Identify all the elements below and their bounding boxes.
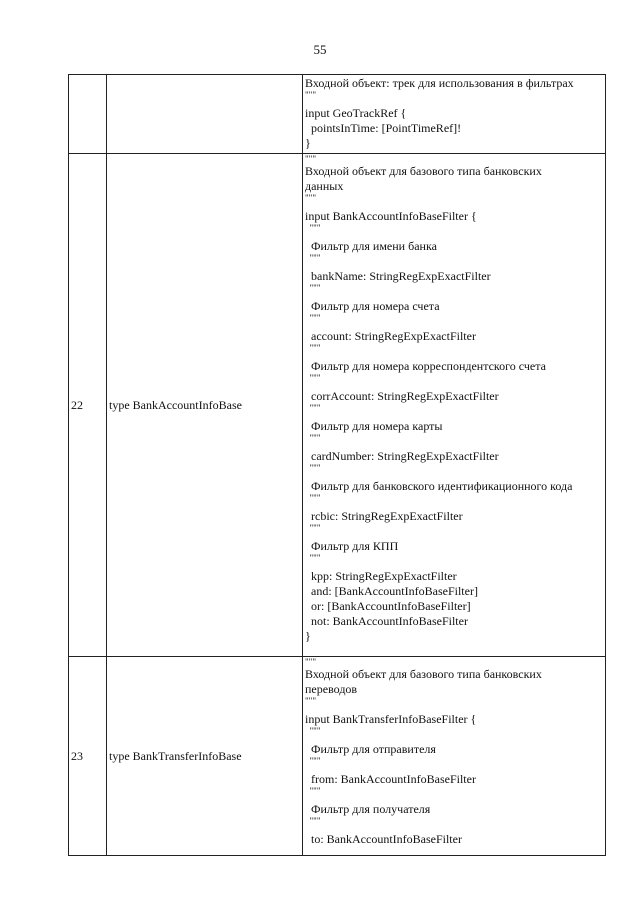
- docstring-delimiter: """: [305, 314, 321, 323]
- docstring-delimiter: """: [305, 494, 321, 503]
- code-line: Фильтр для номера карты: [305, 419, 443, 433]
- code-line: Входной объект для базового типа банковских: [305, 667, 542, 681]
- code-line: pointsInTime: [PointTimeRef]!: [305, 121, 462, 135]
- docstring-delimiter: """: [305, 464, 321, 473]
- code-line: }: [305, 629, 311, 643]
- docstring-delimiter: """: [305, 554, 321, 563]
- code-line: bankName: StringRegExpExactFilter: [305, 269, 491, 283]
- code-line: input BankTransferInfoBaseFilter {: [305, 712, 477, 726]
- code-cell: [303, 657, 606, 856]
- code-line: not: BankAccountInfoBaseFilter: [305, 614, 468, 628]
- docstring-delimiter: """: [305, 787, 321, 796]
- type-name-cell: [107, 75, 303, 154]
- docstring-delimiter: """: [305, 224, 321, 233]
- table-row: [69, 154, 606, 657]
- code-line: Фильтр для номера счета: [305, 299, 440, 313]
- type-name-cell: type BankAccountInfoBase: [107, 154, 303, 657]
- row-number-cell: 22: [69, 154, 107, 657]
- code-line: Входной объект для базового типа банковских: [305, 164, 542, 178]
- docstring-delimiter: """: [305, 155, 317, 164]
- docstring-delimiter: """: [305, 284, 321, 293]
- code-line: переводов: [305, 682, 358, 696]
- code-line: to: BankAccountInfoBaseFilter: [305, 832, 462, 846]
- docstring-delimiter: """: [305, 658, 317, 667]
- page-number: 55: [313, 42, 327, 57]
- code-line: kpp: StringRegExpExactFilter: [305, 569, 457, 583]
- docstring-delimiter: """: [305, 374, 321, 383]
- table-row: [69, 75, 606, 154]
- row-number-cell: 23: [69, 657, 107, 856]
- table-row: [69, 657, 606, 856]
- code-cell: [303, 154, 606, 657]
- docstring-delimiter: """: [305, 91, 317, 100]
- docstring-delimiter: """: [305, 404, 321, 413]
- code-line: данных: [305, 179, 344, 193]
- schema-table-body: [69, 75, 606, 856]
- type-name-cell: type BankTransferInfoBase: [107, 657, 303, 856]
- docstring-delimiter: """: [305, 254, 321, 263]
- docstring-delimiter: """: [305, 697, 317, 706]
- code-line: }: [305, 136, 311, 150]
- code-line: Фильтр для получателя: [305, 802, 431, 816]
- docstring-delimiter: """: [305, 757, 321, 766]
- code-line: and: [BankAccountInfoBaseFilter]: [305, 584, 478, 598]
- code-line: or: [BankAccountInfoBaseFilter]: [305, 599, 471, 613]
- code-cell: [303, 75, 606, 154]
- schema-table: [68, 74, 606, 856]
- code-line: account: StringRegExpExactFilter: [305, 329, 476, 343]
- code-line: Входной объект: трек для использования в фильтрах: [305, 76, 574, 90]
- code-line: Фильтр для номера корреспондентского счета: [305, 359, 546, 373]
- code-line: Фильтр для КПП: [305, 539, 399, 553]
- code-line: Фильтр для банковского идентификационного кода: [305, 479, 573, 493]
- row-number-cell: [69, 75, 107, 154]
- code-line: from: BankAccountInfoBaseFilter: [305, 772, 476, 786]
- code-line: Фильтр для имени банка: [305, 239, 437, 253]
- docstring-delimiter: """: [305, 194, 317, 203]
- code-line: input BankAccountInfoBaseFilter {: [305, 209, 477, 223]
- docstring-delimiter: """: [305, 727, 321, 736]
- code-line: rcbic: StringRegExpExactFilter: [305, 509, 463, 523]
- docstring-delimiter: """: [305, 344, 321, 353]
- docstring-delimiter: """: [305, 817, 321, 826]
- code-line: cardNumber: StringRegExpExactFilter: [305, 449, 499, 463]
- code-line: Фильтр для отправителя: [305, 742, 436, 756]
- docstring-delimiter: """: [305, 524, 321, 533]
- code-line: input GeoTrackRef {: [305, 106, 407, 120]
- docstring-delimiter: """: [305, 434, 321, 443]
- code-line: corrAccount: StringRegExpExactFilter: [305, 389, 499, 403]
